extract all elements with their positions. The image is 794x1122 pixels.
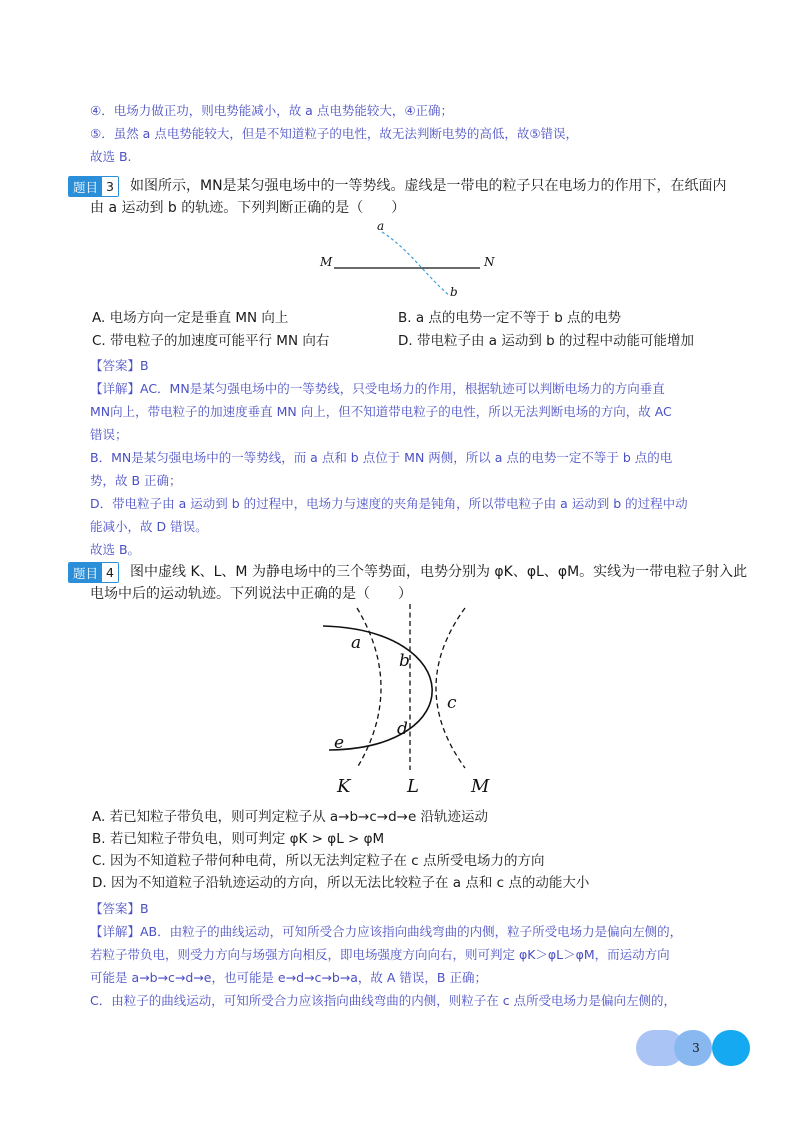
q3-figure [310, 214, 510, 304]
q3-option-b[interactable]: B. a 点的电势一定不等于 b 点的电势 [398, 310, 622, 326]
equipotential-m-dashed [436, 608, 465, 768]
label-b: b [450, 285, 458, 299]
q3-detail-line-4: B．MN是某匀强电场中的一等势线，而 a 点和 b 点位于 MN 两侧，所以 a 点的电势一定不等于 b 点的电 [90, 450, 673, 465]
question-number: 4 [102, 563, 118, 582]
q4-stem-line-1: 图中虚线 K、L、M 为静电场中的三个等势面，电势分别为 φK、φL、φM。实线为一带电粒子射入此 [130, 564, 748, 580]
q4-figure [315, 600, 515, 800]
q4-option-d[interactable]: D. 因为不知道粒子沿轨迹运动的方向，所以无法比较粒子在 a 点和 c 点的动能大小 [92, 875, 590, 891]
q3-detail-line-2: MN向上，带电粒子的加速度垂直 MN 向上，但不知道带电粒子的电性，所以无法判断电场的方向，故 AC [90, 404, 672, 419]
q3-detail-line-5: 势，故 B 正确； [90, 473, 182, 488]
particle-trajectory-solid [323, 626, 432, 750]
question-3-tag [68, 176, 119, 197]
page-number-badge [636, 1030, 750, 1066]
label-l: L [407, 776, 419, 797]
q3-option-d[interactable]: D. 带电粒子由 a 运动到 b 的过程中动能可能增加 [398, 333, 694, 349]
label-k: K [337, 776, 351, 797]
q4-option-a[interactable]: A. 若已知粒子带负电，则可判定粒子从 a→b→c→d→e 沿轨迹运动 [92, 809, 489, 825]
question-number: 3 [102, 177, 118, 196]
particle-trajectory-dashed [382, 232, 450, 296]
label-b: b [399, 651, 410, 671]
q3-detail-line-8: 故选 B。 [90, 542, 141, 557]
q3-stem-line-1: 如图所示，MN是某匀强电场中的一等势线。虚线是一带电的粒子只在电场力的作用下，在纸面内 [130, 178, 727, 194]
label-a: a [351, 633, 362, 653]
question-tag-label: 题目 [69, 177, 102, 196]
q4-detail-line-4: C．由粒子的曲线运动，可知所受合力应该指向曲线弯曲的内侧，则粒子在 c 点所受电场力是偏向左侧的， [90, 993, 677, 1008]
label-a: a [377, 219, 385, 233]
label-c: c [447, 693, 457, 713]
prev-explanation-line-3: 故选 B. [90, 149, 132, 164]
prev-explanation-line-1: ④．电场力做正功，则电势能减小，故 a 点电势能较大，④正确； [90, 103, 454, 118]
q4-option-c[interactable]: C. 因为不知道粒子带何种电荷，所以无法判定粒子在 c 点所受电场力的方向 [92, 853, 545, 869]
q3-detail-line-7: 能减小，故 D 错误。 [90, 519, 208, 534]
q3-option-c[interactable]: C. 带电粒子的加速度可能平行 MN 向右 [92, 333, 330, 349]
label-e: e [334, 733, 345, 753]
q3-detail-line-3: 错误； [90, 427, 128, 442]
q4-detail-line-2: 若粒子带负电，则受力方向与场强方向相反，即电场强度方向向右，则可判定 φK＞φL＞φM，而运动方向 [90, 947, 670, 962]
q4-option-b[interactable]: B. 若已知粒子带负电，则可判定 φK > φL > φM [92, 831, 385, 847]
q4-stem-line-2: 电场中后的运动轨迹。下列说法中正确的是（ ） [90, 586, 412, 602]
q3-option-a[interactable]: A. 电场方向一定是垂直 MN 向上 [92, 310, 289, 326]
q4-answer: 【答案】B [90, 901, 149, 916]
q4-detail-line-1: 【详解】AB．由粒子的曲线运动，可知所受合力应该指向曲线弯曲的内侧，粒子所受电场力是偏向左侧的， [90, 924, 683, 939]
badge-circle-right [712, 1030, 750, 1066]
label-m: M [320, 255, 333, 269]
label-d: d [397, 719, 408, 739]
label-n: N [484, 255, 495, 269]
label-m: M [471, 776, 490, 797]
q3-stem-line-2: 由 a 运动到 b 的轨迹。下列判断正确的是（ ） [90, 200, 406, 216]
page-number: 3 [692, 1041, 700, 1055]
q3-detail-line-6: D．带电粒子由 a 运动到 b 的过程中，电场力与速度的夹角是钝角，所以带电粒子由 a 运动到 b 的过程中动 [90, 496, 688, 511]
q4-detail-line-3: 可能是 a→b→c→d→e，也可能是 e→d→c→b→a，故 A 错误，B 正确； [90, 970, 487, 985]
question-tag-label: 题目 [69, 563, 102, 582]
q3-answer: 【答案】B [90, 358, 149, 373]
prev-explanation-line-2: ⑤．虽然 a 点电势能较大，但是不知道粒子的电性，故无法判断电势的高低，故⑤错误， [90, 126, 579, 141]
q3-detail-line-1: 【详解】AC．MN是某匀强电场中的一等势线，只受电场力的作用，根据轨迹可以判断电场力的方向垂直 [90, 381, 665, 396]
question-4-tag [68, 562, 119, 583]
